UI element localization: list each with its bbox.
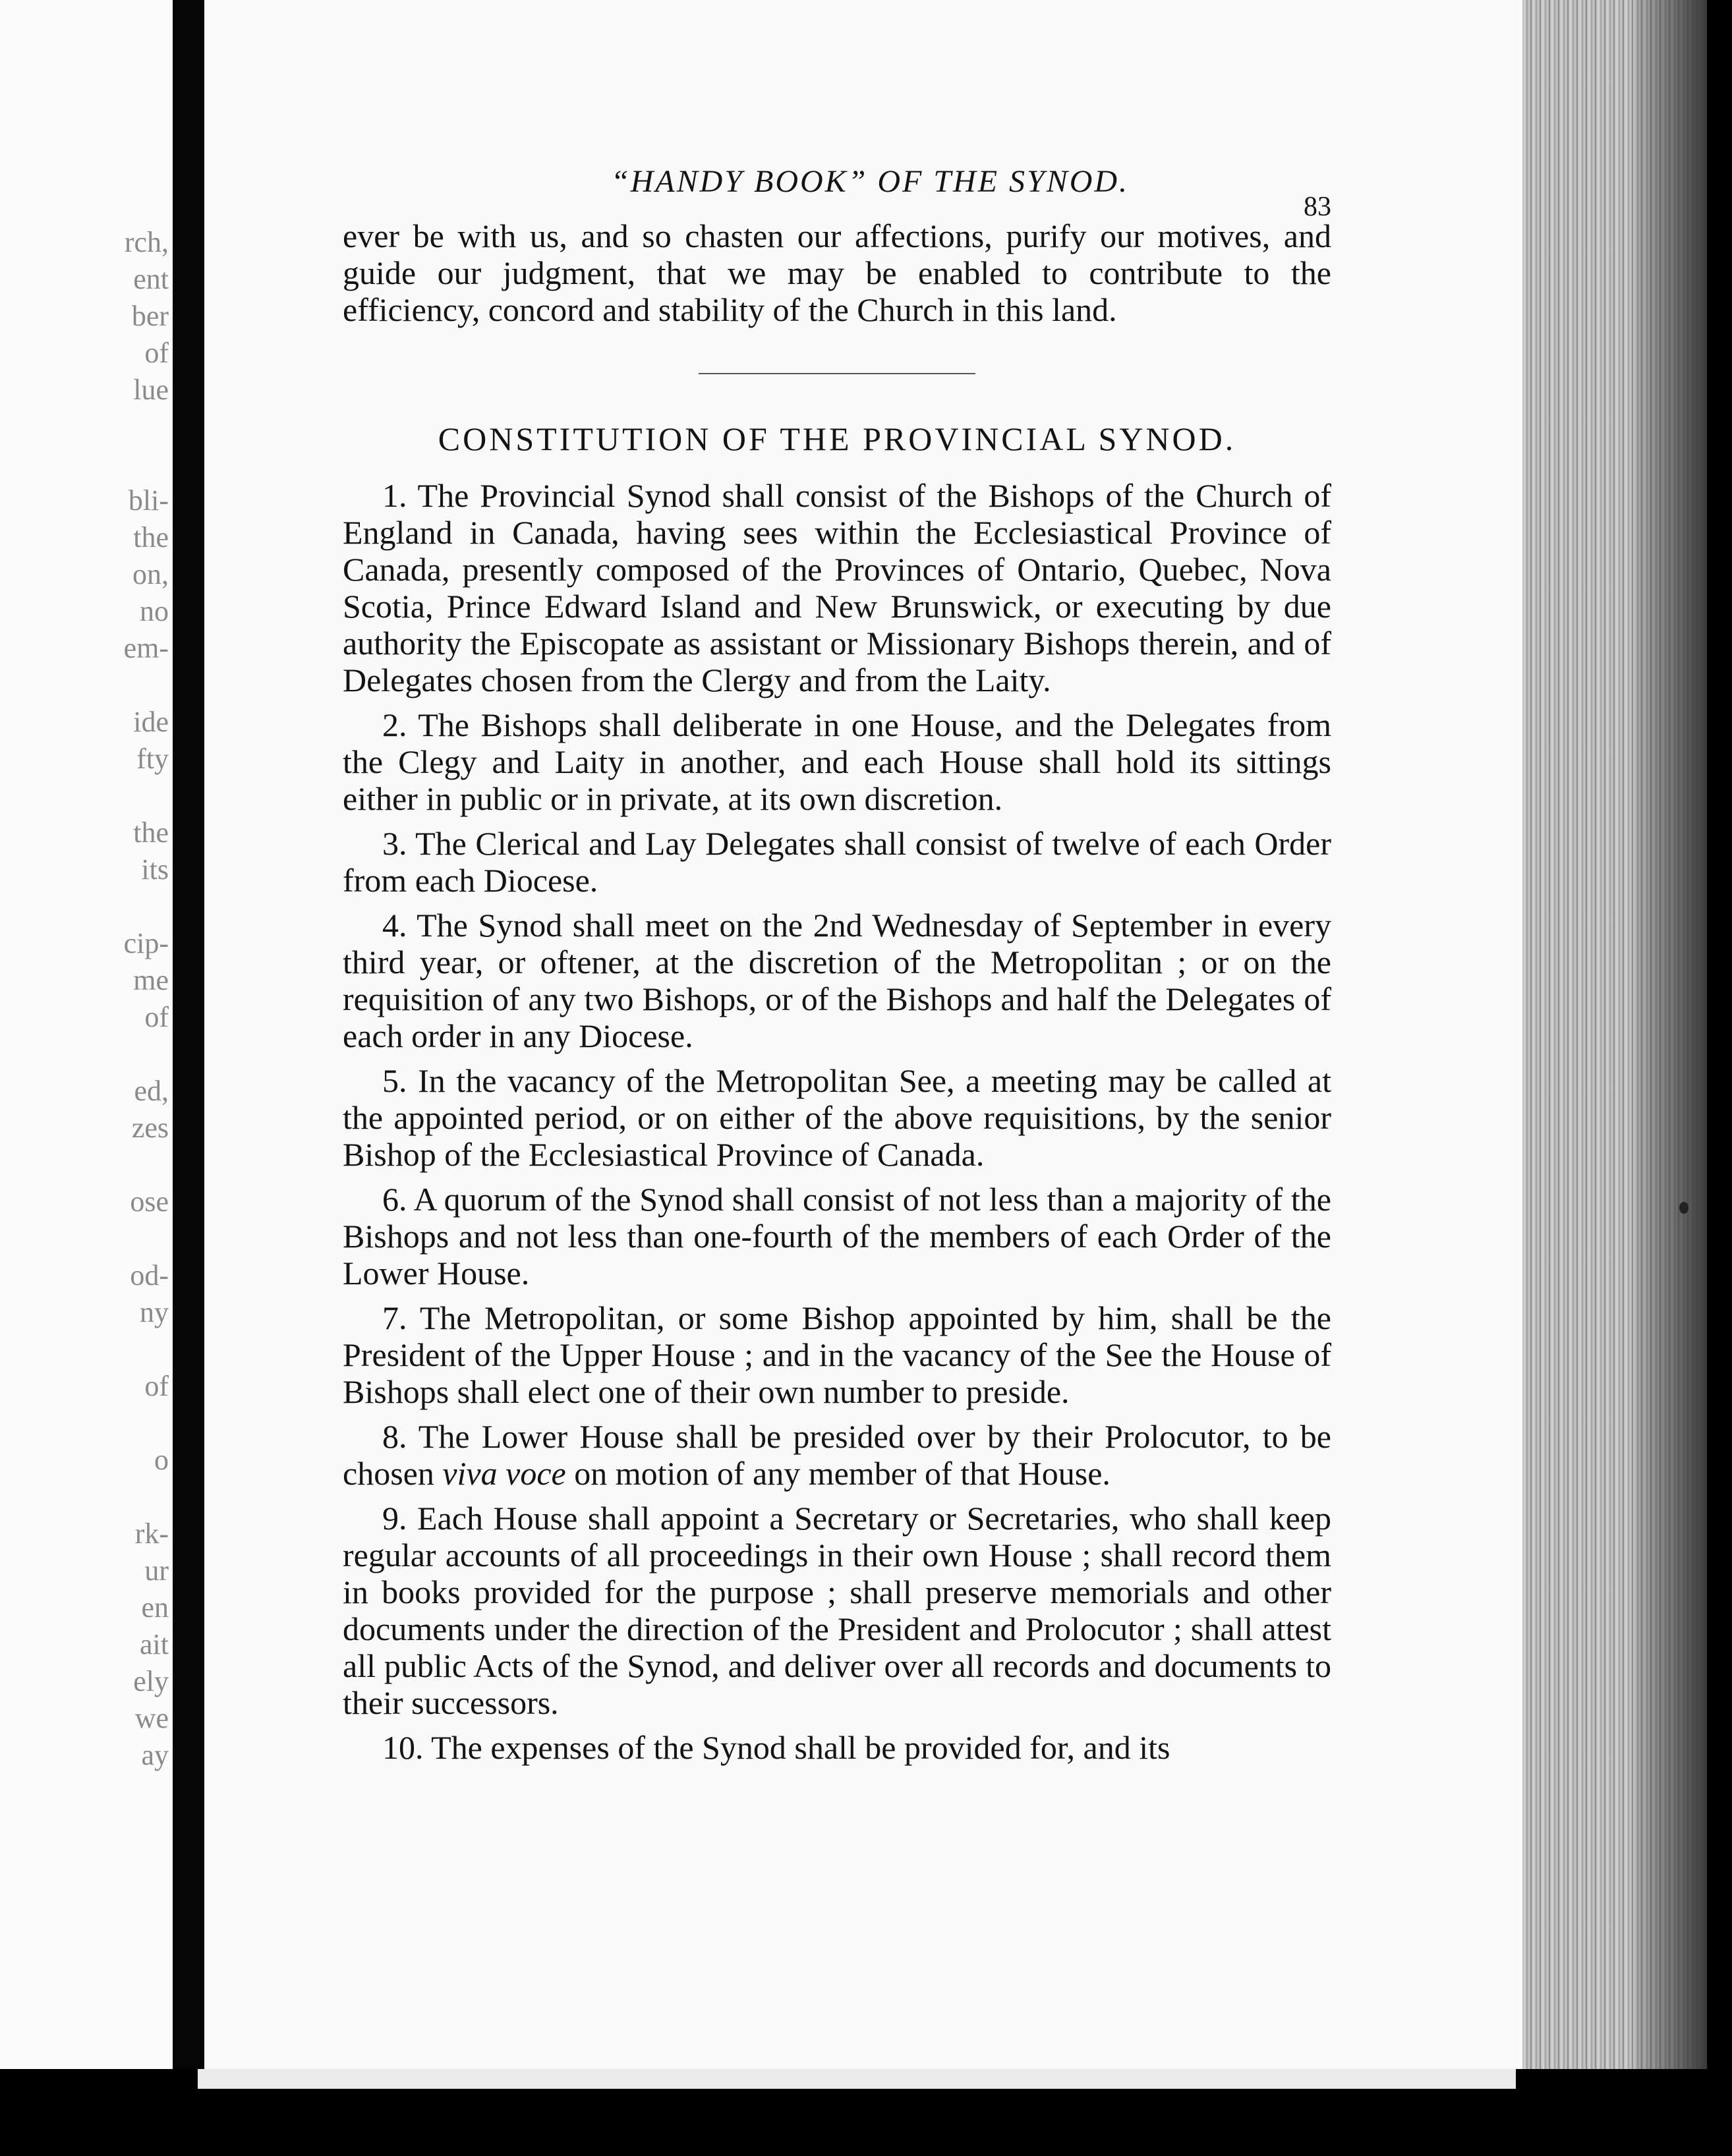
edge-fragment: zes [131, 1112, 169, 1144]
edge-fragment [116, 1220, 169, 1257]
edge-fragment: ely [133, 1665, 169, 1697]
clause-8-italic: viva voce [442, 1455, 566, 1492]
edge-fragment: fty [136, 743, 169, 775]
edge-fragment: ide [133, 706, 169, 738]
edge-fragment: on, [132, 558, 169, 590]
book-gutter [173, 0, 204, 2069]
edge-fragment: the [133, 521, 169, 553]
clause-10: 10. The expenses of the Synod shall be provided for, and its [382, 1729, 1170, 1766]
edge-fragment [116, 888, 169, 925]
edge-fragment: the [133, 816, 169, 849]
page-number: 83 [1304, 192, 1331, 222]
page-text [343, 217, 1331, 1774]
edge-fragment [116, 1147, 169, 1183]
edge-fragment: me [133, 964, 169, 996]
edge-fragment: we [134, 1702, 169, 1734]
edge-fragment: o [154, 1444, 169, 1476]
facing-page-edge-text [116, 224, 169, 1774]
edge-fragment [116, 445, 169, 482]
clause-7: 7. The Metropolitan, or some Bishop appointed by him, shall be the President of the Upper House ; and in the vacancy of the See the House of Bishops shall elect one of their own number to preside. [343, 1299, 1331, 1410]
section-divider [699, 373, 975, 374]
clause-8-text-end: on motion of any member of that House. [565, 1455, 1111, 1492]
edge-fragment [116, 409, 169, 445]
edge-fragment [116, 1405, 169, 1442]
edge-fragment: its [141, 853, 169, 886]
edge-fragment [116, 778, 169, 814]
edge-fragment: of [144, 337, 169, 369]
edge-fragment [116, 1036, 169, 1073]
edge-fragment [116, 667, 169, 704]
edge-fragment: ay [141, 1739, 169, 1771]
clause-9: 9. Each House shall appoint a Secretary or Secretaries, who shall keep regular accounts of all proceedings in their own House ; shall record them in books provided for the purpose ; shall preserve memorials and other documents under the direction of the President and Prolocutor ; shall attest all public Acts of the Synod, and deliver over all records and documents to their successors. [343, 1500, 1331, 1721]
clause-8 [343, 1418, 1331, 1492]
edge-fragment [116, 1331, 169, 1368]
edge-fragment: rk- [134, 1518, 169, 1550]
clause-4: 4. The Synod shall meet on the 2nd Wednesday of September in every third year, or oftener, at the discretion of the Metropolitan ; or on the requisition of any two Bishops, or of the Bishops and half the Delegates of each order in any Diocese. [343, 907, 1331, 1054]
edge-fragment: ber [131, 300, 169, 332]
edge-fragment: ur [144, 1554, 169, 1587]
clause-3: 3. The Clerical and Lay Delegates shall consist of twelve of each Order from each Diocese. [343, 825, 1331, 899]
edge-fragment: od- [130, 1259, 169, 1291]
edge-fragment: bli- [128, 484, 169, 517]
edge-fragment [116, 1479, 169, 1516]
edge-fragment: ed, [134, 1075, 169, 1107]
edge-fragment: ait [140, 1628, 169, 1660]
clause-5: 5. In the vacancy of the Metropolitan See, a meeting may be called at the appointed period, or on either of the above requisitions, by the senior Bishop of the Ecclesiastical Province of Canada. [343, 1062, 1331, 1173]
edge-fragment: of [144, 1370, 169, 1402]
edge-fragment: en [141, 1591, 169, 1624]
clause-8-text: 8. The Lower House shall be presided over by their Prolocutor, to be chosen [343, 1418, 1331, 1492]
edge-fragment: rch, [124, 226, 169, 258]
facing-page [0, 0, 173, 2109]
section-title: CONSTITUTION OF THE PROVINCIAL SYNOD. [438, 420, 1236, 457]
clause-6: 6. A quorum of the Synod shall consist of not less than a majority of the Bishops and not less than one-fourth of the members of each Order of the Lower House. [343, 1181, 1331, 1291]
edge-fragment: no [140, 595, 169, 627]
clause-1: 1. The Provincial Synod shall consist of the Bishops of the Church of England in Canada, having sees within the Ecclesiastical Province of Canada, presently composed of the Provinces of Ontario, Quebec, Nova Scotia, Prince Edward Island and New Brunswick, or executing by due authority the Episcopate as assistant or Missionary Bishops therein, and of Delegates chosen from the Clergy and from the Laity. [343, 477, 1331, 698]
edge-fragment: cip- [123, 927, 169, 959]
edge-fragment: ny [140, 1296, 169, 1328]
clause-2: 2. The Bishops shall deliberate in one House, and the Delegates from the Clegy and Laity in another, and each House shall hold its sittings either in public or in private, at its own discretion. [343, 706, 1331, 817]
scan-speck [1679, 1202, 1689, 1214]
edge-fragment: ent [133, 263, 169, 295]
edge-fragment: lue [133, 374, 169, 406]
continuation-paragraph: ever be with us, and so chasten our affections, purify our motives, and guide our judgment, that we may be enabled to contribute to the efficiency, concord and stability of the Church in this land. [343, 217, 1331, 328]
edge-fragment: em- [123, 632, 169, 664]
running-head: “HANDY BOOK” OF THE SYNOD. [610, 164, 1130, 199]
scan-bottom-border [0, 2069, 1732, 2156]
edge-fragment: of [144, 1001, 169, 1033]
page-edge-stack [1522, 0, 1707, 2082]
edge-fragment: ose [130, 1185, 169, 1218]
